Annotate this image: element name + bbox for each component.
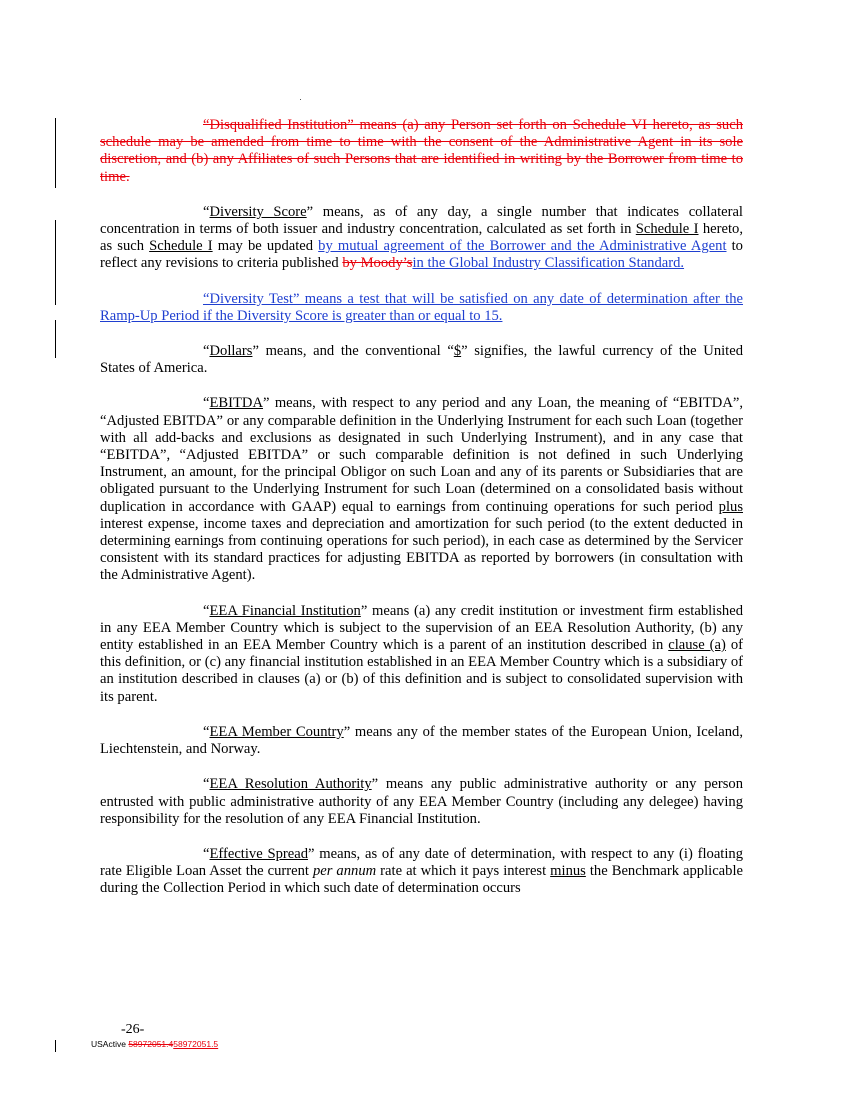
page-number: -26- xyxy=(121,1022,145,1037)
definition-eea-member-country xyxy=(100,724,743,758)
definition-text: the Benchmark applicable during the Collection Period in which such date of determination occurs xyxy=(100,863,743,897)
definition-text: ” means, as of any day, a single number that indicates collateral concentration in terms of both issuer and industry concentration, calculated as set forth in xyxy=(100,203,743,238)
stray-dot xyxy=(300,99,301,100)
footer-inserted-id: 58972051.5 xyxy=(173,1039,219,1049)
dollar-symbol: $ xyxy=(453,343,462,360)
change-bar xyxy=(55,220,56,305)
definition-eea-resolution-authority xyxy=(100,776,743,828)
quote: “ xyxy=(203,845,210,862)
definition-diversity-test xyxy=(100,291,743,325)
defined-term: EEA Financial Institution xyxy=(209,602,361,619)
definition-diversity-score xyxy=(100,204,743,273)
inserted-text: “Diversity Test” means a test that will be satisfied on any date of determination after the Ramp-Up Period if the Diversity Score is greater than or equal to 15. xyxy=(100,290,743,324)
defined-term: EEA Member Country xyxy=(209,723,344,740)
deleted-text: “Disqualified Institution” means (a) any Person set forth on Schedule VI hereto, as such schedule may be amended from time to time with the consent of the Administrative Agent in its sole discretion, and (b) any Affiliates of such Persons that are identified in writing by the Borrower from time to time. xyxy=(100,117,743,185)
definition-text: rate at which it pays interest xyxy=(376,863,551,880)
quote: “ xyxy=(203,776,210,793)
defined-term: EBITDA xyxy=(209,395,263,412)
footer-deleted-id: 58972051.4 xyxy=(128,1039,174,1049)
italic-per-annum: per annum xyxy=(312,863,377,880)
definition-text: of this definition, or (c) any financial institution established in an EEA Member Country which is a subsidiary of an institution described in clauses (a) or (b) of this definition and is subject to consolidated supervision with its parent. xyxy=(100,637,744,705)
defined-term: Effective Spread xyxy=(209,845,309,862)
inserted-text: in the Global Industry Classification Standard. xyxy=(412,255,685,272)
clause-reference: clause (a) xyxy=(668,637,726,654)
inserted-text: by mutual agreement of the Borrower and the Administrative Agent xyxy=(318,238,727,255)
definition-text: ” means, and the conventional “ xyxy=(252,343,454,360)
definition-text: to reflect any revisions to criteria published xyxy=(100,238,743,272)
defined-term: Diversity Score xyxy=(209,203,307,220)
definition-text: ” signifies, the lawful currency of the United States of America. xyxy=(100,343,744,377)
definition-effective-spread xyxy=(100,846,743,898)
definition-text: hereto, as such xyxy=(100,221,744,255)
quote: “ xyxy=(203,343,210,360)
deleted-text: by Moody’s xyxy=(342,255,413,272)
emphasis-minus: minus xyxy=(550,863,586,880)
change-bar xyxy=(55,320,56,358)
definition-text: ” means, with respect to any period and any Loan, the meaning of “EBITDA”, “Adjusted EBITDA” or any comparable definition in the Underlying Instrument for each such Loan (together with all add-backs and exclusions as designated in such Underlying Instrument), and in any case that “EBITDA”, “Adjusted EBITDA” or such comparable definition is not defined in such Underlying Instrument, an amount, for the principal Obligor on such Loan and any of its parents or Subsidiaries that are obligated pursuant to the Underlying Instrument for such Loan (determined on a consolidated basis without duplication in accordance with GAAP) equal to earnings from continuing operations for such period xyxy=(100,395,743,515)
definition-text: may be updated xyxy=(212,238,319,255)
quote: “ xyxy=(203,723,210,740)
definition-disqualified-institution xyxy=(100,117,743,186)
definition-text: ” means, as of any date of determination, with respect to any (i) floating rate Eligible Loan Asset the current xyxy=(100,845,743,880)
definition-dollars xyxy=(100,343,743,377)
footer-prefix: USActive xyxy=(91,1039,129,1049)
emphasis-plus: plus xyxy=(718,498,743,515)
defined-term: Dollars xyxy=(209,343,253,360)
change-bar xyxy=(55,118,56,188)
defined-term: EEA Resolution Authority xyxy=(209,776,372,793)
definition-ebitda xyxy=(100,395,743,584)
schedule-reference: Schedule I xyxy=(635,221,699,238)
quote: “ xyxy=(203,602,210,619)
definition-text: interest expense, income taxes and depreciation and amortization for such period (to the extent deducted in determining earnings from continuing operations for such period), in each case as determined by the Servicer consistent with its standard practices for adjusting EBITDA as reported by borrowers (in consultation with the Administrative Agent). xyxy=(100,515,743,584)
definition-text: ” means any of the member states of the European Union, Iceland, Liechtenstein, and Norway. xyxy=(100,723,744,758)
definition-text: ” means any public administrative authority or any person entrusted with public administrative authority of any EEA Member Country (including any delegee) having responsibility for the resolution of any EEA Financial Institution. xyxy=(100,776,744,827)
schedule-reference: Schedule I xyxy=(149,238,213,255)
definition-text: ” means (a) any credit institution or investment firm established in any EEA Member Country which is subject to the supervision of an EEA Resolution Authority, (b) any entity established in an EEA Member Country which is a parent of an institution described in xyxy=(100,602,743,654)
quote: “ xyxy=(203,203,210,220)
quote: “ xyxy=(203,395,210,412)
change-bar xyxy=(55,1040,56,1052)
document-id-footer xyxy=(91,1039,218,1049)
document-body xyxy=(100,117,743,916)
definition-eea-financial-institution xyxy=(100,603,743,706)
